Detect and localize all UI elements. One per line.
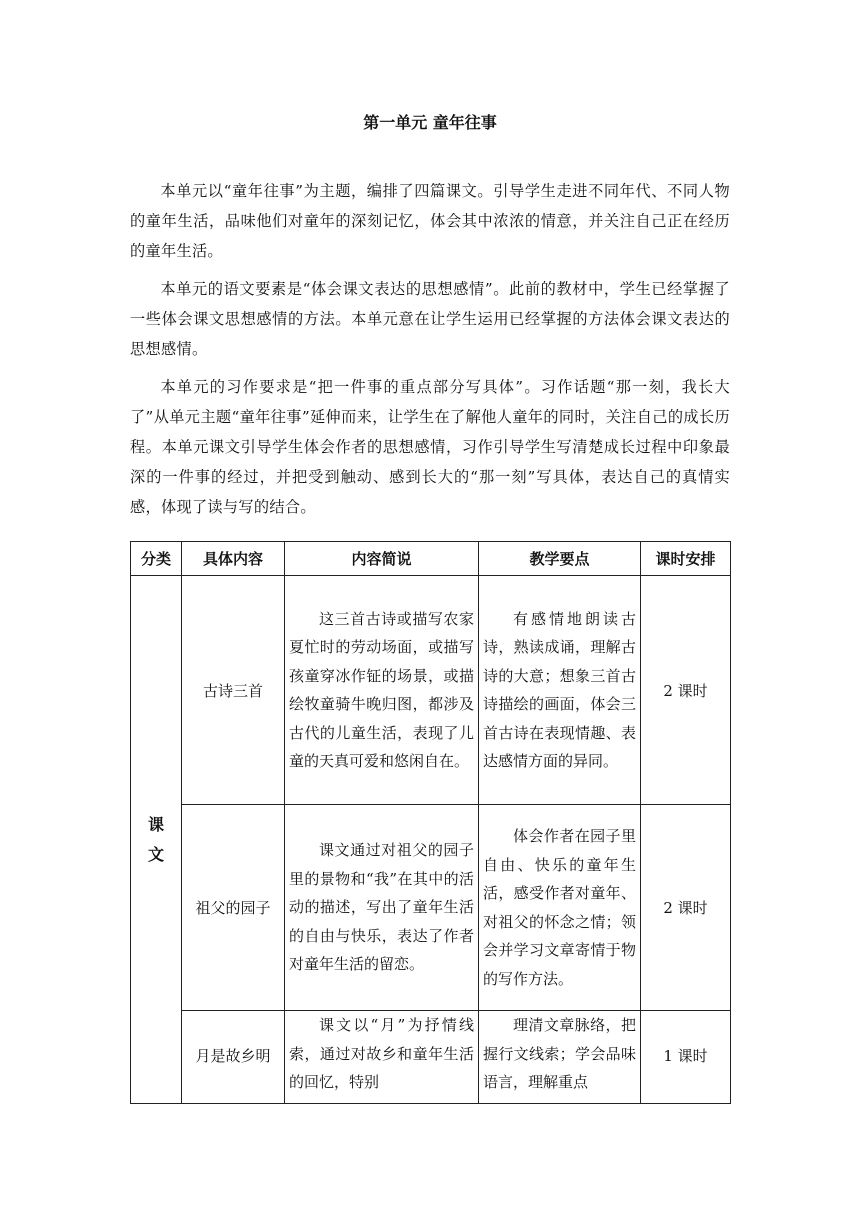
points-text: 有感情地朗读古诗，熟读成诵，理解古诗的大意；想象三首古诗描绘的画面，体会三首古诗在表现情趣、表达感情方面的异同。 — [483, 609, 636, 770]
category-char: 课 — [147, 814, 164, 834]
summary-text: 课文以“月”为抒情线索，通过对故乡和童年生活的回忆，特别 — [289, 1016, 474, 1091]
points-text: 理清文章脉络，把握行文线索；学会品味语言，理解重点 — [483, 1016, 636, 1091]
hours-cell: 2 课时 — [641, 805, 731, 1011]
intro-paragraph: 本单元的语文要素是“体会课文表达的思想感情”。此前的教材中，学生已经掌握了一些体会课文思想感情的方法。本单元意在让学生运用已经掌握的方法体会课文表达的思想感情。 — [130, 280, 730, 358]
summary-text: 这三首古诗或描写农家夏忙时的劳动场面，或描写孩童穿冰作钲的场景，或描绘牧童骑牛晚归图，都涉及古代的儿童生活，表现了儿童的天真可爱和悠闲自在。 — [289, 609, 474, 770]
points-cell — [479, 805, 641, 1011]
content-cell: 月是故乡明 — [182, 1011, 285, 1104]
column-header: 具体内容 — [182, 542, 285, 576]
column-header: 分类 — [131, 542, 182, 576]
summary-cell — [285, 805, 479, 1011]
category-cell — [131, 576, 182, 1104]
intro-text — [130, 176, 730, 522]
column-header: 内容简说 — [285, 542, 479, 576]
intro-paragraph: 本单元的习作要求是“把一件事的重点部分写具体”。习作话题“那一刻，我长大了”从单元主题“童年往事”延伸而来，让学生在了解他人童年的同时，关注自己的成长历程。本单元课文引导学生体会作者的思想感情，习作引导学生写清楚成长过程中印象最深的一件事的经过，并把受到触动、感到长大的“那一刻”写具体，表达自己的真情实感，体现了读与写的结合。 — [130, 378, 730, 516]
content-cell: 祖父的园子 — [182, 805, 285, 1011]
summary-cell — [285, 1011, 479, 1104]
summary-cell — [285, 576, 479, 805]
hours-cell: 2 课时 — [641, 576, 731, 805]
points-text: 体会作者在园子里自由、快乐的童年生活，感受作者对童年、对祖父的怀念之情；领会并学习文章寄情于物的写作方法。 — [483, 827, 636, 988]
points-cell — [479, 576, 641, 805]
content-cell: 古诗三首 — [182, 576, 285, 805]
unit-plan-table — [130, 541, 731, 1104]
page-title: 第一单元 童年往事 — [363, 113, 497, 132]
table-row — [131, 1011, 731, 1104]
table-row — [131, 576, 731, 805]
table-header-row — [131, 542, 731, 576]
points-cell — [479, 1011, 641, 1104]
hours-cell: 1 课时 — [641, 1011, 731, 1104]
category-char: 文 — [147, 844, 164, 864]
column-header: 教学要点 — [479, 542, 641, 576]
column-header: 课时安排 — [641, 542, 731, 576]
intro-paragraph: 本单元以“童年往事”为主题，编排了四篇课文。引导学生走进不同年代、不同人物的童年生活，品味他们对童年的深刻记忆，体会其中浓浓的情意，并关注自己正在经历的童年生活。 — [130, 182, 730, 260]
table-row — [131, 805, 731, 1011]
summary-text: 课文通过对祖父的园子里的景物和“我”在其中的活动的描述，写出了童年生活的自由与快乐，表达了作者对童年生活的留恋。 — [289, 841, 474, 974]
